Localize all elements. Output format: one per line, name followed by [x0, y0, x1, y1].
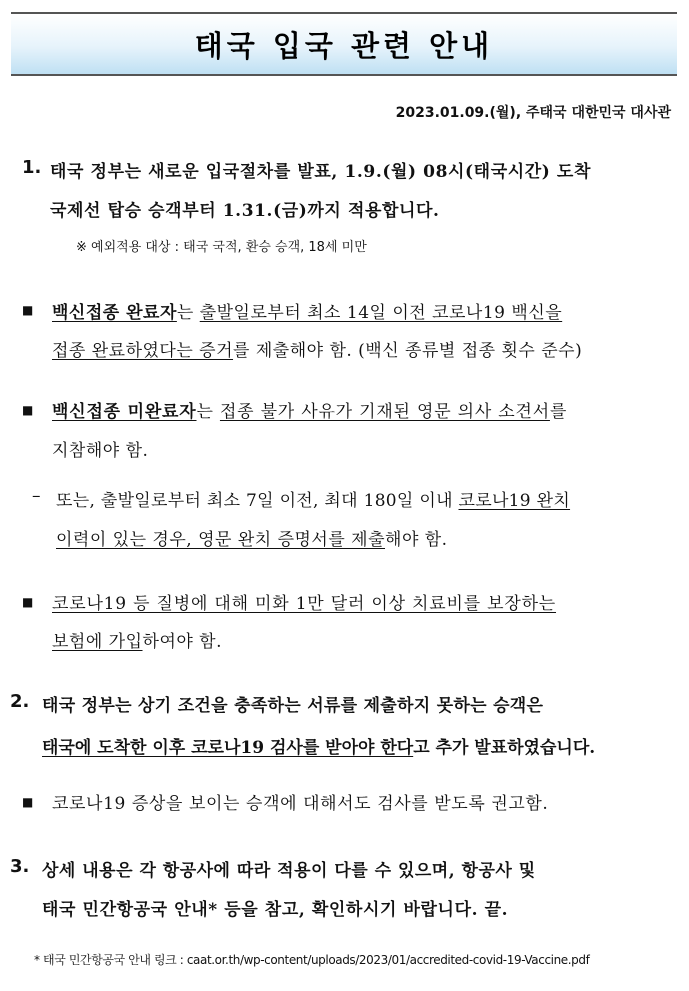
section-1-exception-note: ※ 예외적용 대상 : 태국 국적, 환승 승객, 18세 미만	[76, 240, 367, 255]
page-title: 태국 입국 관련 안내	[194, 28, 494, 63]
section-2-line-2: 태국에 도착한 이후 코로나19 검사를 받아야 한다고 추가 발표하였습니다.	[42, 738, 596, 758]
title-banner	[11, 12, 677, 76]
bullet-5-text: 코로나19 증상을 보이는 승객에 대해서도 검사를 받도록 권고함.	[52, 794, 549, 814]
bullet-3-dash: –	[32, 486, 41, 506]
vaccinated-label: 백신접종 완료자	[52, 303, 177, 323]
bullet-4-line-2: 보험에 가입하여야 함.	[52, 632, 223, 652]
footnote-link-text: * 태국 민간항공국 안내 링크 : caat.or.th/wp-content/uploads/2023/01/accredited-covid-19-Vaccine.pdf	[34, 953, 590, 967]
section-3-line-2: 태국 민간항공국 안내* 등을 참고, 확인하시기 바랍니다. 끝.	[42, 900, 509, 920]
section-1-line-2: 국제선 탑승 승객부터 1.31.(금)까지 적용합니다.	[50, 201, 440, 221]
date-line: 2023.01.09.(월), 주태국 대한민국 대사관	[395, 105, 671, 121]
bullet-5-marker: ■	[22, 795, 34, 809]
bullet-2-marker: ■	[22, 403, 34, 417]
bullet-1-line-1: 백신접종 완료자는 출발일로부터 최소 14일 이전 코로나19 백신을	[52, 303, 563, 323]
bullet-2-line-1: 백신접종 미완료자는 접종 불가 사유가 기재된 영문 의사 소견서를	[52, 402, 568, 422]
unvaccinated-label: 백신접종 미완료자	[52, 402, 197, 422]
section-1-number: 1.	[22, 157, 42, 178]
section-3-number: 3.	[10, 856, 30, 877]
bullet-4-marker: ■	[22, 595, 34, 609]
bullet-2-line-2: 지참해야 함.	[52, 441, 149, 461]
bullet-4-line-1: 코로나19 등 질병에 대해 미화 1만 달러 이상 치료비를 보장하는	[52, 594, 557, 614]
section-1-line-1: 태국 정부는 새로운 입국절차를 발표, 1.9.(월) 08시(태국시간) 도착	[50, 162, 591, 182]
bullet-3-line-1: 또는, 출발일로부터 최소 7일 이전, 최대 180일 이내 코로나19 완치	[56, 491, 571, 511]
section-3-line-1: 상세 내용은 각 항공사에 따라 적용이 다를 수 있으며, 항공사 및	[42, 861, 536, 881]
bullet-1-marker: ■	[22, 303, 34, 317]
bullet-3-line-2: 이력이 있는 경우, 영문 완치 증명서를 제출해야 함.	[56, 530, 448, 550]
section-2-line-1: 태국 정부는 상기 조건을 충족하는 서류를 제출하지 못하는 승객은	[42, 696, 544, 716]
section-2-number: 2.	[10, 691, 30, 712]
bullet-1-line-2: 접종 완료하였다는 증거를 제출해야 함. (백신 종류별 접종 횟수 준수)	[52, 341, 583, 361]
